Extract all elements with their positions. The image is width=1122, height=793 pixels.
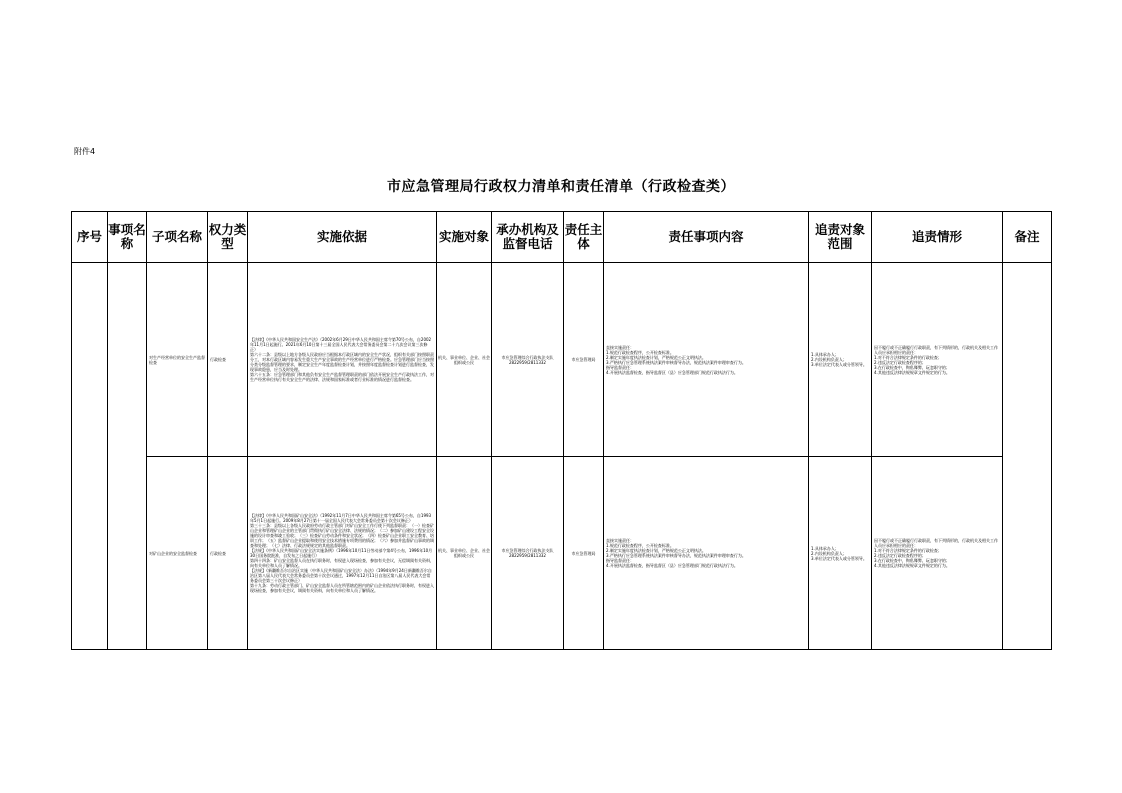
header-target: 实施对象 xyxy=(437,212,492,263)
header-remarks: 备注 xyxy=(1003,212,1052,263)
cell-basis: 【法律】《中华人民共和国矿山安全法》（1992年11月7日中华人民共和国主席令第65号公布，自1993年5月1日起施行。2009年8月27日第十一届全国人民代表大会常务委员会第十次会议修正） 第三十三条：县级以上各级人民政府劳动行政主管部门对矿山安全工作行使下列监督职责：（一）检查矿山企业和管理矿山企业的主管部门贯彻执行矿山安全法律、法规的情况；（二）参加矿山建设工程安全设施的设计审查和竣工验收；（三）检查矿山劳动条件和安全状况；（四）检查矿山企业职工安全教育、培训工作；（五）监督矿山企业提取和使用安全技术措施专项费用的情况；（六）参加并监督矿山事故的调查和处理；（七）法律、行政法规规定的其他监督职责。 【法规】《中华人民共和国矿山安全法实施条例》（1996年10月11日劳动部令第4号公布，1996年10月30日国务院批准，自发布之日起施行） 第四十四条：矿山安全监督人员在执行职务时，有权进入现场检查，参加有关会议，无偿调阅有关资料，向有关单位和人员了解情况。 【法规】《新疆维吾尔自治区实施〈中华人民共和国矿山安全法〉办法》（1994年9月24日新疆维吾尔自治区第八届人民代表大会常务委员会第十次会议通过，1997年12月11日自治区第八届人民代表大会常务委员会第三十次会议修正） 第十九条：劳动行政主管部门、矿山安全监督人员在所管辖范围内的矿山企业依法执行职务时，有权进入现场检查，参加有关会议，调阅有关资料，向有关单位和人员了解情况。 xyxy=(248,457,437,650)
cell-seq xyxy=(72,263,108,650)
cell-remarks xyxy=(1003,263,1052,650)
cell-agency: 市应急管理综合行政执法支队 2822959/2811332 xyxy=(492,457,564,650)
cell-subject: 市应急管理局 xyxy=(564,263,604,457)
cell-subitem: 对矿山企业的安全监督检查 xyxy=(147,457,208,650)
header-seq: 序号 xyxy=(72,212,108,263)
cell-subitem: 对生产经营单位的安全生产监督检查 xyxy=(147,263,208,457)
header-row xyxy=(72,212,1052,263)
power-list-table xyxy=(71,211,1052,650)
cell-subject: 市应急管理局 xyxy=(564,457,604,650)
header-scope: 追责对象范围 xyxy=(809,212,872,263)
cell-target: 机关、事业单位、企业、社会组织或公民 xyxy=(437,457,492,650)
cell-basis: 【法律】《中华人民共和国安全生产法》（2002年6月29日中华人民共和国主席令第70号公布，自2002年11月1日起施行。2021年6月10日第十三届全国人民代表大会常务委员会第二十九次会议第三次修正） 第六十二条：县级以上地方各级人民政府应当根据本行政区域内的安全生产状况，组织有关部门按照职责分工，对本行政区域内容易发生重大生产安全事故的生产经营单位进行严格检查。应急管理部门应当按照分类分级监督管理的要求，制定安全生产年度监督检查计划，并按照年度监督检查计划进行监督检查，发现事故隐患，应当及时处理。 第六十五条：应急管理部门和其他负有安全生产监督管理职责的部门依法开展安全生产行政执法工作，对生产经营单位执行有关安全生产的法律、法规和国家标准或者行业标准的情况进行监督检查。 xyxy=(248,263,437,457)
cell-scope: 1.具体承办人； 2.内设机构负责人； 3.单位法定代表人或分管领导。 xyxy=(809,263,872,457)
table-row xyxy=(72,457,1052,650)
cell-agency: 市应急管理综合行政执法支队 2822959/2811332 xyxy=(492,263,564,457)
cell-duties: 直接实施责任： 1.规范行政检查程序，公开检查标准。 2.制定实施年度执法检查计划，严格规范公正文明执法。 3.严格执行应急管理系统执法案件审核督导办法，规范执法案件审理审查行为。 指导监督责任： 4.开展执法监督检查，指导监督区（县）应急管理部门规范行政执法行为。 xyxy=(604,457,809,650)
cell-target: 机关、事业单位、企业、社会组织或公民 xyxy=(437,263,492,457)
cell-duties: 直接实施责任： 1.规范行政检查程序，公开检查标准。 2.制定实施年度执法检查计划，严格规范公正文明执法。 3.严格执行应急管理系统执法案件审核督导办法，规范执法案件审理审查行为。 指导监督责任： 4.开展执法监督检查，指导监督区（县）应急管理部门规范行政执法行为。 xyxy=(604,263,809,457)
page-title: 市应急管理局行政权力清单和责任清单（行政检查类） xyxy=(387,179,735,195)
table-row xyxy=(72,263,1052,457)
cell-power-type: 行政检查 xyxy=(208,457,248,650)
header-agency: 承办机构及监督电话 xyxy=(492,212,564,263)
header-duties: 责任事项内容 xyxy=(604,212,809,263)
cell-scope: 1.具体承办人； 2.内设机构负责人； 3.单位法定代表人或分管领导。 xyxy=(809,457,872,650)
attachment-label: 附件4 xyxy=(74,147,96,156)
header-subitem-name: 子项名称 xyxy=(147,212,208,263)
header-basis: 实施依据 xyxy=(248,212,437,263)
header-cases: 追责情形 xyxy=(872,212,1003,263)
cell-cases: 因不履行或不正确履行行政职责，有下列情形的，行政机关及相关工作人员应承担相应的责任： 1.对不符合法律规定条件的行政检查； 2.违反法定行政检查程序的； 3.在行政检查中，徇私舞弊、玩忽职守的； 4.其他违反法律法规规章文件规定的行为。 xyxy=(872,263,1003,457)
header-item-name: 事项名称 xyxy=(108,212,147,263)
cell-cases: 因不履行或不正确履行行政职责，有下列情形的，行政机关及相关工作人员应承担相应的责任： 1.对不符合法律规定条件的行政检查； 2.违反法定行政检查程序的； 3.在行政检查中，徇私舞弊、玩忽职守的； 4.其他违反法律法规规章文件规定的行为。 xyxy=(872,457,1003,650)
cell-power-type: 行政检查 xyxy=(208,263,248,457)
cell-item-name xyxy=(108,263,147,650)
header-power-type: 权力类型 xyxy=(208,212,248,263)
header-subject: 责任主体 xyxy=(564,212,604,263)
